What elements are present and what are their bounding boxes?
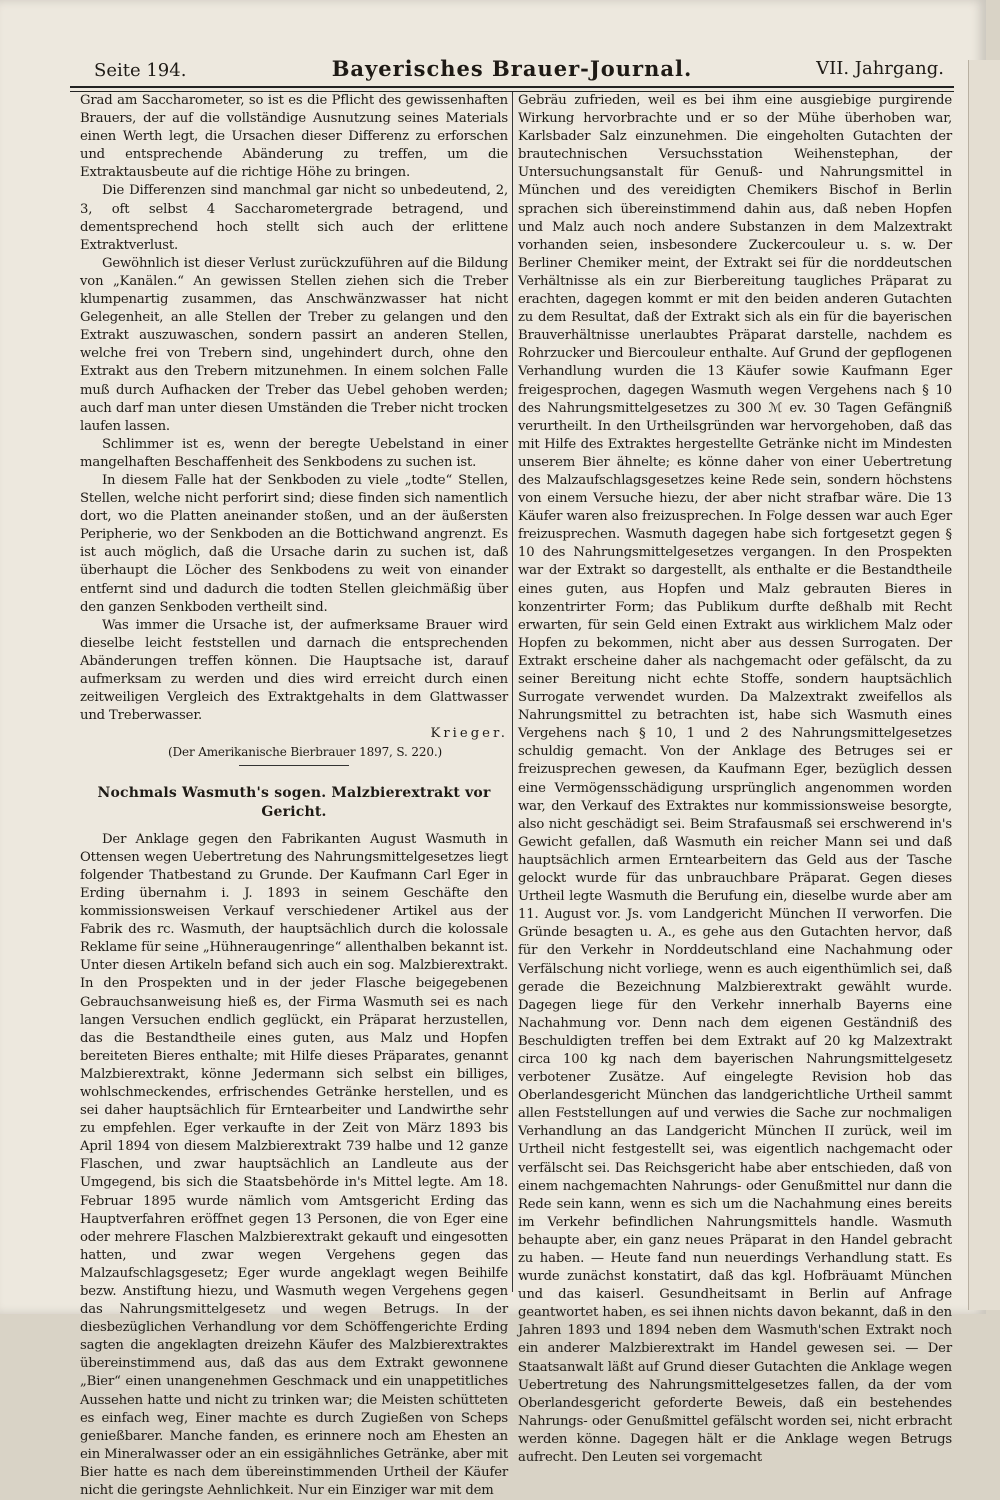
paragraph: Grad am Saccharometer, so ist es die Pflicht des gewissenhaften Brauers, der auf die vollständige Ausnutzung seines Materials einen Werth legt, die Ursachen dieser Differenz zu erforschen und entsprechende Abänderung zu treffen, um die Extraktausbeute auf die richtige Höhe zu bringen. [80,93,508,181]
paragraph: Gewöhnlich ist dieser Verlust zurückzuführen auf die Bildung von „Kanälen.“ An gewissen Stellen ziehen sich die Treber klumpenartig zusammen, das Anschwänzwasser hat nicht Gelegenheit, an alle Stellen der Treber zu gelangen und den Extrakt auszuwaschen, sondern passirt an anderen Stellen, welche frei von Trebern sind, ungehindert durch, ohne den Extrakt aus den Trebern mitzunehmen. In einem solchen Falle muß durch Aufhacken der Treber das Uebel gehoben werden; auch darf man unter diesen Umständen die Treber nicht trocken laufen lassen. [80,255,508,434]
page-number: Seite 194. [94,60,187,81]
paragraph: Schlimmer ist es, wenn der beregte Uebelstand in einer mangelhaften Beschaffenheit des Senkbodens zu suchen ist. [80,436,508,470]
paragraph: Was immer die Ursache ist, der aufmerksame Brauer wird dieselbe leicht feststellen und darnach die entsprechenden Abänderungen treffen können. Die Hauptsache ist, darauf aufmerksam zu werden und dies wird erreicht durch einen zeitweiligen Vergleich des Extraktgehalts in dem Glattwasser und Treberwasser. [80,617,508,724]
author-signature: Krieger. [430,726,508,742]
adjacent-page-edge [968,60,1000,1310]
volume-label: VII. Jahrgang. [816,58,944,79]
left-column [80,92,508,1499]
journal-title: Bayerisches Brauer-Journal. [331,56,693,81]
paragraph: Der Anklage gegen den Fabrikanten August Wasmuth in Ottensen wegen Uebertretung des Nahrungsmittelgesetzes liegt folgender Thatbestand zu Grunde. Der Kaufmann Carl Eger in Erding übernahm i. J. 1893 in seinem Geschäfte den kommissionsweisen Verkauf verschiedener Artikel aus der Fabrik des rc. Wasmuth, der hauptsächlich durch die kolossale Reklame für seine „Hühneraugenringe“ allenthalben bekannt ist. Unter diesen Artikeln befand sich auch ein sog. Malzbierextrakt. In den Prospekten und in der jeder Flasche beigegebenen Gebrauchsanweisung hieß es, der Firma Wasmuth sei es nach langen Versuchen endlich geglückt, ein Präparat herzustellen, das die Bestandtheile eines guten, aus Malz und Hopfen bereiteten Bieres enthalte; mit Hilfe dieses Präparates, genannt Malzbierextrakt, könne Jedermann sich selbst ein billiges, wohlschmeckendes, erfrischendes Getränke herstellen, und es sei daher hauptsächlich für Erntearbeiter und Landwirthe sehr zu empfehlen. Eger verkaufte in der Zeit von März 1893 bis April 1894 von diesem Malzbierextrakt 739 halbe und 12 ganze Flaschen, und zwar hauptsächlich an Landleute aus der Umgegend, bis sich die Staatsbehörde in's Mittel legte. Am 18. Februar 1895 wurde nämlich vom Amtsgericht Erding das Hauptverfahren eröffnet gegen 13 Personen, die von Eger eine oder mehrere Flaschen Malzbierextrakt gekauft und eingesotten hatten, und zwar wegen Vergehens gegen das Malzaufschlagsgesetz; Eger wurde angeklagt wegen Beihilfe bezw. Anstiftung hiezu, und Wasmuth wegen Vergehens gegen das Nahrungsmittelgesetz und wegen Betrugs. In der diesbezüglichen Verhandlung vor dem Schöffengerichte Erding sagten die angeklagten dreizehn Käufer des Malzbierextraktes übereinstimmend aus, daß das aus dem Extrakt gewonnene „Bier“ einen unangenehmen Geschmack und ein unappetitliches Aussehen hatte und nicht zu trinken war; die Meisten schütteten es einfach weg, Einer machte es durch Zugießen von Scheps genießbarer. Manche fanden, es erinnere noch am Ehesten an ein Mineralwasser oder an ein essigähnliches Getränke, aber mit Bier hatte es nach dem übereinstimmenden Urtheil der Käufer nicht die geringste Aehnlichkeit. Nur ein Einziger war mit dem [80,831,508,1499]
source-citation: (Der Amerikanische Bierbrauer 1897, S. 220.) [167,745,443,760]
paragraph: Die Differenzen sind manchmal gar nicht so unbedeutend, 2, 3, oft selbst 4 Saccharometergrade betragend, und dementsprechend hoch stellt sich auch der erlittene Extraktverlust. [80,183,508,253]
paragraph: In diesem Falle hat der Senkboden zu viele „todte“ Stellen, Stellen, welche nicht perforirt sind; diese finden sich namentlich dort, wo die Platten aneinander stoßen, und an der äußersten Peripherie, wo der Senkboden an die Bottichwand angrenzt. Es ist auch möglich, daß die Ursache darin zu suchen ist, daß überhaupt die Löcher des Senkbodens zu weit von einander entfernt sind und dadurch die todten Stellen gleichmäßig über den ganzen Senkboden vertheilt sind. [80,472,508,615]
article-heading: Nochmals Wasmuth's sogen. Malzbierextrakt vor Gericht. [97,785,491,820]
paragraph: Gebräu zufrieden, weil es bei ihm eine ausgiebige purgirende Wirkung hervorbrachte und er so der Mühe überhoben war, Karlsbader Salz einzunehmen. Die eingeholten Gutachten der brautechnischen Versuchsstation Weihenstephan, der Untersuchungsanstalt für Genuß- und Nahrungsmittel in München und des vereidigten Chemikers Bischof in Berlin sprachen sich übereinstimmend dahin aus, daß neben Hopfen und Malz auch noch andere Substanzen in dem Malzextrakt vorhanden seien, insbesondere Zuckercouleur u. s. w. Der Berliner Chemiker meint, der Extrakt sei für die norddeutschen Verhältnisse als ein zur Bierbereitung taugliches Präparat zu erachten, dagegen kommt er mit den beiden anderen Gutachten zu dem Resultat, daß der Extrakt sich als ein für die bayerischen Brauverhältnisse unerlaubtes Präparat darstelle, nachdem es Rohrzucker und Biercouleur enthalte. Auf Grund der gepflogenen Verhandlung wurden die 13 Käufer sowie Kaufmann Eger freigesprochen, dagegen Wasmuth wegen Vergehens nach § 10 des Nahrungsmittelgesetzes zu 300 ℳ ev. 30 Tagen Gefängniß verurtheilt. In den Urtheilsgründen war hervorgehoben, daß das mit Hilfe des Extraktes hergestellte Getränke nicht im Mindesten unserem Bier ähnelte; es könne daher von einer Uebertretung des Malzaufschlagsgesetzes keine Rede sein, sondern höchstens von einem Versuche hiezu, der aber nicht strafbar wäre. Die 13 Käufer waren also freizusprechen. In Folge dessen war auch Eger freizusprechen. Wasmuth dagegen habe sich fortgesetzt gegen § 10 des Nahrungsmittelgesetzes vergangen. In den Prospekten war der Extrakt so dargestellt, als enthalte er die Bestandtheile eines guten, aus Hopfen und Malz gebrauten Bieres in konzentrirter Form; das Publikum durfte deßhalb mit Recht erwarten, für sein Geld einen Extrakt aus wirklichem Malz oder Hopfen zu bekommen, nicht aber aus dessen Surrogaten. Der Extrakt erscheine daher als nachgemacht oder gefälscht, da zu seiner Bereitung nicht echte Stoffe, sondern hauptsächlich Surrogate verwendet wurden. Da Malzextrakt zweifellos als Nahrungsmittel zu betrachten ist, habe sich Wasmuth eines Vergehens nach § 10, 1 und 2 des Nahrungsmittelgesetzes schuldig gemacht. Von der Anklage des Betruges sei er freizusprechen gewesen, da Kaufmann Eger, bezüglich dessen eine Vermögensschädigung ursprünglich angenommen worden war, den Verkauf des Extraktes nur kommissionsweise besorgte, also nicht geschädigt sei. Beim Strafausmaß sei erschwerend in's Gewicht gefallen, daß Wasmuth ein reicher Mann sei und daß hauptsächlich armen Erntearbeitern das Geld aus der Tasche gelockt wurde für das unbrauchbare Präparat. Gegen dieses Urtheil legte Wasmuth die Berufung ein, dieselbe wurde aber am 11. August vor. Js. vom Landgericht München II verworfen. Die Gründe besagten u. A., es gehe aus den Gutachten hervor, daß für den Verkehr in Norddeutschland eine Nachahmung oder Verfälschung nicht vorliege, wenn es auch eigenthümlich sei, daß gerade die Bezeichnung Malzbierextrakt gewählt wurde. Dagegen liege für den Verkehr innerhalb Bayerns eine Nachahmung vor. Denn nach dem eigenen Geständniß des Beschuldigten treffen bei dem Extrakt auf 20 kg Malzextrakt circa 100 kg nach dem bayerischen Nahrungsmittelgesetz verbotener Zusätze. Auf eingelegte Revision hob das Oberlandesgericht München das landgerichtliche Urtheil sammt allen Feststellungen auf und verwies die Sache zur nochmaligen Verhandlung an das Landgericht München II zurück, weil im Urtheil nicht festgestellt sei, was eigentlich nachgemacht oder verfälscht sei. Das Reichsgericht habe aber entschieden, daß von einem nachgemachten Nahrungs- oder Genußmittel nur dann die Rede sein kann, wenn es sich um die Nachahmung eines bereits im Verkehr befindlichen Nahrungsmittels handle. Wasmuth behaupte aber, ein ganz neues Präparat in den Handel gebracht zu haben. — Heute fand nun neuerdings Verhandlung statt. Es wurde zunächst konstatirt, daß das kgl. Hofbräuamt München und das kaiserl. Gesundheitsamt in Berlin auf Anfrage geantwortet haben, es sei ihnen nichts davon bekannt, daß in den Jahren 1893 und 1894 neben dem Wasmuth'schen Extrakt noch ein anderer Malzbierextrakt im Handel gewesen sei. — Der Staatsanwalt läßt auf Grund dieser Gutachten die Anklage wegen Uebertretung des Nahrungsmittelgesetzes fallen, da der vom Oberlandesgericht geforderte Beweis, daß ein bestehendes Nahrungs- oder Genußmittel gefälscht worden sei, nicht erbracht werden könne. Dagegen hält er die Anklage wegen Betrugs aufrecht. Den Leuten sei vorgemacht [518,93,952,1466]
section-separator [239,765,349,766]
right-column [518,92,952,1466]
column-divider [512,92,513,1292]
page-header [70,54,954,84]
